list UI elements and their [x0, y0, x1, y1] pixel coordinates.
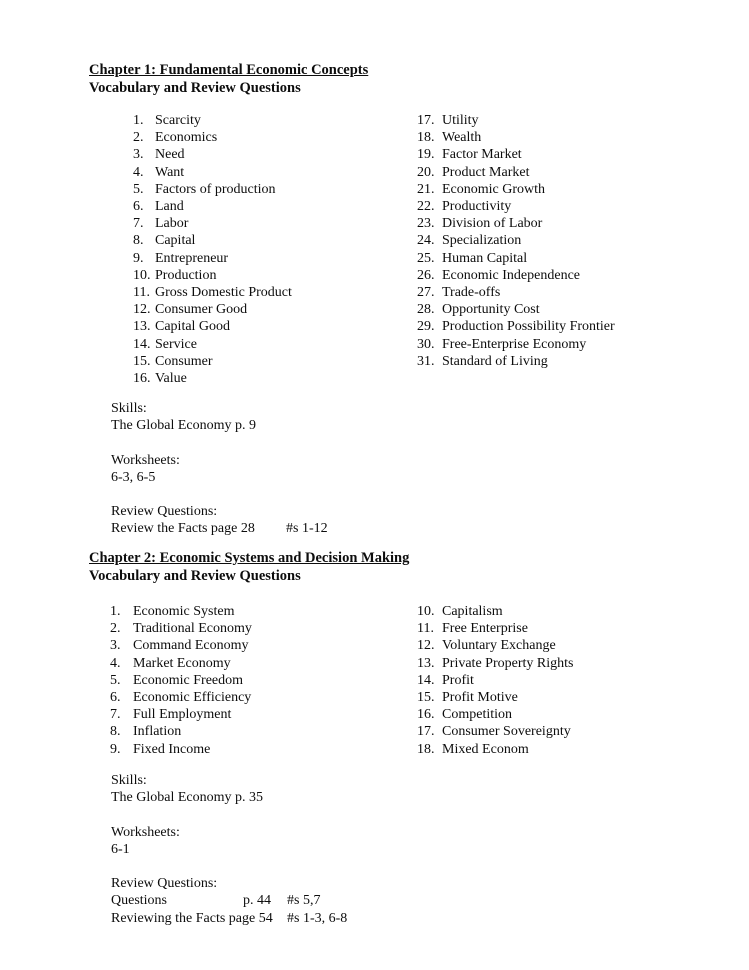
- vocab-item: [417, 198, 615, 215]
- vocab-item-label: Economic Efficiency: [133, 690, 252, 706]
- worksheets-label: Worksheets:: [111, 452, 180, 468]
- vocab-item: [417, 284, 615, 301]
- vocab-item: [417, 232, 615, 249]
- review-questions-ref: #s 5,7: [287, 893, 321, 909]
- vocab-item: [133, 301, 292, 318]
- vocab-item-label: Need: [155, 147, 185, 163]
- vocab-item-label: Capital: [155, 233, 196, 249]
- vocab-item-number: 18.: [417, 741, 435, 757]
- vocab-item: [417, 164, 615, 181]
- vocab-item-number: 23.: [417, 216, 435, 232]
- vocab-item-number: 16.: [417, 707, 435, 723]
- vocab-item-label: Service: [155, 336, 197, 352]
- vocab-item-label: Factor Market: [442, 147, 522, 163]
- chapter1-subtitle: Vocabulary and Review Questions: [89, 80, 301, 96]
- vocab-item: [110, 672, 252, 689]
- vocab-item-label: Wealth: [442, 130, 482, 146]
- vocab-item-number: 15.: [417, 690, 435, 706]
- skills-value: The Global Economy p. 35: [111, 790, 264, 806]
- vocab-item-label: Standard of Living: [442, 353, 548, 369]
- vocab-item-number: 26.: [417, 267, 435, 283]
- vocab-item-number: 3.: [133, 147, 144, 163]
- vocab-item-label: Full Employment: [133, 707, 232, 723]
- vocab-item-label: Trade-offs: [442, 285, 501, 301]
- review-facts-ref: #s 1-12: [286, 521, 328, 537]
- vocab-item-label: Human Capital: [442, 250, 528, 266]
- review-facts-line: [111, 520, 328, 537]
- vocab-item-label: Economics: [155, 130, 218, 146]
- vocab-item-number: 15.: [133, 353, 151, 369]
- vocab-item-label: Entrepreneur: [155, 250, 229, 266]
- vocab-item: [417, 655, 573, 672]
- review-questions-label: Review Questions:: [111, 504, 218, 520]
- review-questions-label: Review Questions:: [111, 876, 218, 892]
- vocab-item-label: Division of Labor: [442, 216, 543, 232]
- vocab-item: [133, 129, 292, 146]
- review-facts-text: Review the Facts page 28: [111, 521, 255, 537]
- vocab-item: [417, 741, 573, 758]
- vocab-item: [417, 318, 615, 335]
- vocab-item-number: 14.: [133, 336, 151, 352]
- vocab-item-label: Profit Motive: [442, 690, 518, 706]
- vocab-item-number: 9.: [110, 741, 121, 757]
- vocab-item-number: 12.: [417, 638, 435, 654]
- vocab-item-number: 3.: [110, 638, 121, 654]
- review-questions-page: p. 44: [243, 893, 271, 909]
- chapter1-header: [89, 61, 368, 97]
- vocab-item-number: 21.: [417, 181, 435, 197]
- spacer: [111, 858, 347, 875]
- vocab-item: [110, 655, 252, 672]
- vocab-item-label: Production Possibility Frontier: [442, 319, 615, 335]
- vocab-item-label: Consumer: [155, 353, 213, 369]
- vocab-item-label: Economic Freedom: [133, 672, 244, 688]
- vocab-item-number: 5.: [110, 672, 121, 688]
- vocab-item: [133, 198, 292, 215]
- vocab-item-number: 5.: [133, 181, 144, 197]
- vocab-item: [417, 267, 615, 284]
- worksheets-label: Worksheets:: [111, 824, 180, 840]
- vocab-item: [133, 112, 292, 129]
- vocab-item-number: 8.: [110, 724, 121, 740]
- vocab-item-label: Mixed Econom: [442, 741, 529, 757]
- chapter1-vocab-right-column: [417, 112, 615, 370]
- vocab-item-number: 10.: [417, 604, 435, 619]
- vocab-item: [417, 181, 615, 198]
- spacer: [111, 486, 328, 503]
- vocab-item: [417, 215, 615, 232]
- skills-label: Skills:: [111, 401, 147, 416]
- vocab-item: [417, 637, 573, 654]
- vocab-item-number: 12.: [133, 302, 151, 318]
- vocab-item: [133, 146, 292, 163]
- chapter2-vocab-left-column: [110, 603, 252, 758]
- vocab-item-label: Factors of production: [155, 181, 276, 197]
- vocab-item-number: 17.: [417, 113, 435, 128]
- vocab-item-label: Land: [155, 199, 184, 215]
- vocab-item-number: 4.: [110, 655, 121, 671]
- reviewing-facts-ref: #s 1-3, 6-8: [287, 910, 348, 926]
- chapter2-info-block: [111, 772, 347, 927]
- vocab-item-number: 19.: [417, 147, 435, 163]
- vocab-item-number: 13.: [133, 319, 151, 335]
- vocab-item-label: Competition: [442, 707, 512, 723]
- vocab-item-number: 7.: [110, 707, 121, 723]
- vocab-item-number: 25.: [417, 250, 435, 266]
- vocab-item: [110, 741, 252, 758]
- vocab-item-label: Want: [155, 164, 185, 180]
- vocab-item-number: 17.: [417, 724, 435, 740]
- vocab-item-number: 29.: [417, 319, 435, 335]
- vocab-item-label: Traditional Economy: [133, 621, 252, 637]
- vocab-item-label: Free-Enterprise Economy: [442, 336, 587, 352]
- spacer: [111, 434, 328, 451]
- vocab-item: [133, 232, 292, 249]
- vocab-item-label: Specialization: [442, 233, 522, 249]
- vocab-item-number: 6.: [110, 690, 121, 706]
- vocab-item-number: 7.: [133, 216, 144, 232]
- vocab-item: [110, 689, 252, 706]
- vocab-item-label: Gross Domestic Product: [155, 285, 292, 301]
- vocab-item: [417, 146, 615, 163]
- vocab-item-label: Private Property Rights: [442, 655, 574, 671]
- worksheets-value: 6-1: [111, 841, 130, 857]
- chapter1-info-block: [111, 400, 328, 538]
- vocab-item: [417, 672, 573, 689]
- vocab-item-number: 16.: [133, 371, 151, 387]
- vocab-item-label: Product Market: [442, 164, 530, 180]
- vocab-item: [110, 723, 252, 740]
- vocab-item-label: Profit: [442, 672, 474, 688]
- vocab-item: [133, 181, 292, 198]
- vocab-item-label: Capitalism: [442, 604, 503, 619]
- vocab-item: [417, 112, 615, 129]
- vocab-item-label: Fixed Income: [133, 741, 211, 757]
- reviewing-facts-line: [111, 910, 347, 927]
- chapter2-header: [89, 549, 409, 585]
- vocab-item-number: 20.: [417, 164, 435, 180]
- vocab-item: [110, 706, 252, 723]
- vocab-item-number: 30.: [417, 336, 435, 352]
- review-questions-line: [111, 892, 347, 909]
- vocab-item-label: Utility: [442, 113, 479, 128]
- chapter2-subtitle: Vocabulary and Review Questions: [89, 568, 301, 584]
- vocab-item-label: Capital Good: [155, 319, 231, 335]
- vocab-item: [110, 603, 252, 620]
- vocab-item: [133, 336, 292, 353]
- vocab-item: [133, 370, 292, 387]
- vocab-item-label: Economic Growth: [442, 181, 546, 197]
- vocab-item-number: 31.: [417, 353, 435, 369]
- vocab-item-label: Value: [155, 371, 187, 387]
- vocab-item: [417, 129, 615, 146]
- chapter1-title: Chapter 1: Fundamental Economic Concepts: [89, 62, 369, 78]
- vocab-item-label: Economic Independence: [442, 267, 580, 283]
- vocab-item: [417, 620, 573, 637]
- reviewing-facts-text: Reviewing the Facts page 54: [111, 910, 273, 926]
- review-questions-text: Questions: [111, 893, 167, 909]
- vocab-item: [133, 353, 292, 370]
- vocab-item-number: 28.: [417, 302, 435, 318]
- vocab-item: [110, 637, 252, 654]
- vocab-item: [110, 620, 252, 637]
- vocab-item-label: Opportunity Cost: [442, 302, 540, 318]
- vocab-item-number: 9.: [133, 250, 144, 266]
- chapter1-vocab-left-column: [133, 112, 292, 387]
- vocab-item-number: 11.: [133, 285, 150, 301]
- vocab-item-label: Productivity: [442, 199, 512, 215]
- chapter2-vocab-right-column: [417, 603, 573, 758]
- vocab-item: [133, 164, 292, 181]
- vocab-item: [417, 689, 573, 706]
- vocab-item-number: 13.: [417, 655, 435, 671]
- vocab-item-label: Voluntary Exchange: [442, 638, 556, 654]
- vocab-item-number: 24.: [417, 233, 435, 249]
- vocab-item-number: 27.: [417, 285, 435, 301]
- vocab-item-number: 2.: [110, 621, 121, 637]
- vocab-item: [417, 706, 573, 723]
- vocab-item-number: 11.: [417, 621, 434, 637]
- vocab-item-number: 1.: [110, 604, 121, 619]
- vocab-item-label: Command Economy: [133, 638, 249, 654]
- vocab-item-label: Labor: [155, 216, 189, 232]
- vocab-item-number: 6.: [133, 199, 144, 215]
- skills-label: Skills:: [111, 773, 147, 788]
- vocab-item-label: Consumer Sovereignty: [442, 724, 571, 740]
- vocab-item-label: Production: [155, 267, 217, 283]
- vocab-item-number: 10.: [133, 267, 151, 283]
- vocab-item: [133, 215, 292, 232]
- vocab-item: [133, 318, 292, 335]
- vocab-item: [133, 284, 292, 301]
- vocab-item: [133, 267, 292, 284]
- skills-value: The Global Economy p. 9: [111, 418, 257, 434]
- vocab-item: [417, 353, 615, 370]
- vocab-item-number: 2.: [133, 130, 144, 146]
- vocab-item-label: Free Enterprise: [442, 621, 528, 637]
- vocab-item-number: 8.: [133, 233, 144, 249]
- chapter2-title: Chapter 2: Economic Systems and Decision Making: [89, 550, 410, 566]
- vocab-item-number: 18.: [417, 130, 435, 146]
- vocab-item: [417, 723, 573, 740]
- spacer: [111, 806, 347, 823]
- vocab-item-label: Consumer Good: [155, 302, 248, 318]
- vocab-item-number: 14.: [417, 672, 435, 688]
- vocab-item-number: 1.: [133, 113, 144, 128]
- vocab-item: [417, 603, 573, 620]
- vocab-item-label: Market Economy: [133, 655, 231, 671]
- vocab-item-number: 4.: [133, 164, 144, 180]
- vocab-item: [133, 250, 292, 267]
- vocab-item-label: Inflation: [133, 724, 182, 740]
- vocab-item: [417, 336, 615, 353]
- vocab-item: [417, 301, 615, 318]
- vocab-item-label: Economic System: [133, 604, 235, 619]
- worksheets-value: 6-3, 6-5: [111, 469, 156, 485]
- vocab-item: [417, 250, 615, 267]
- vocab-item-number: 22.: [417, 199, 435, 215]
- vocab-item-label: Scarcity: [155, 113, 201, 128]
